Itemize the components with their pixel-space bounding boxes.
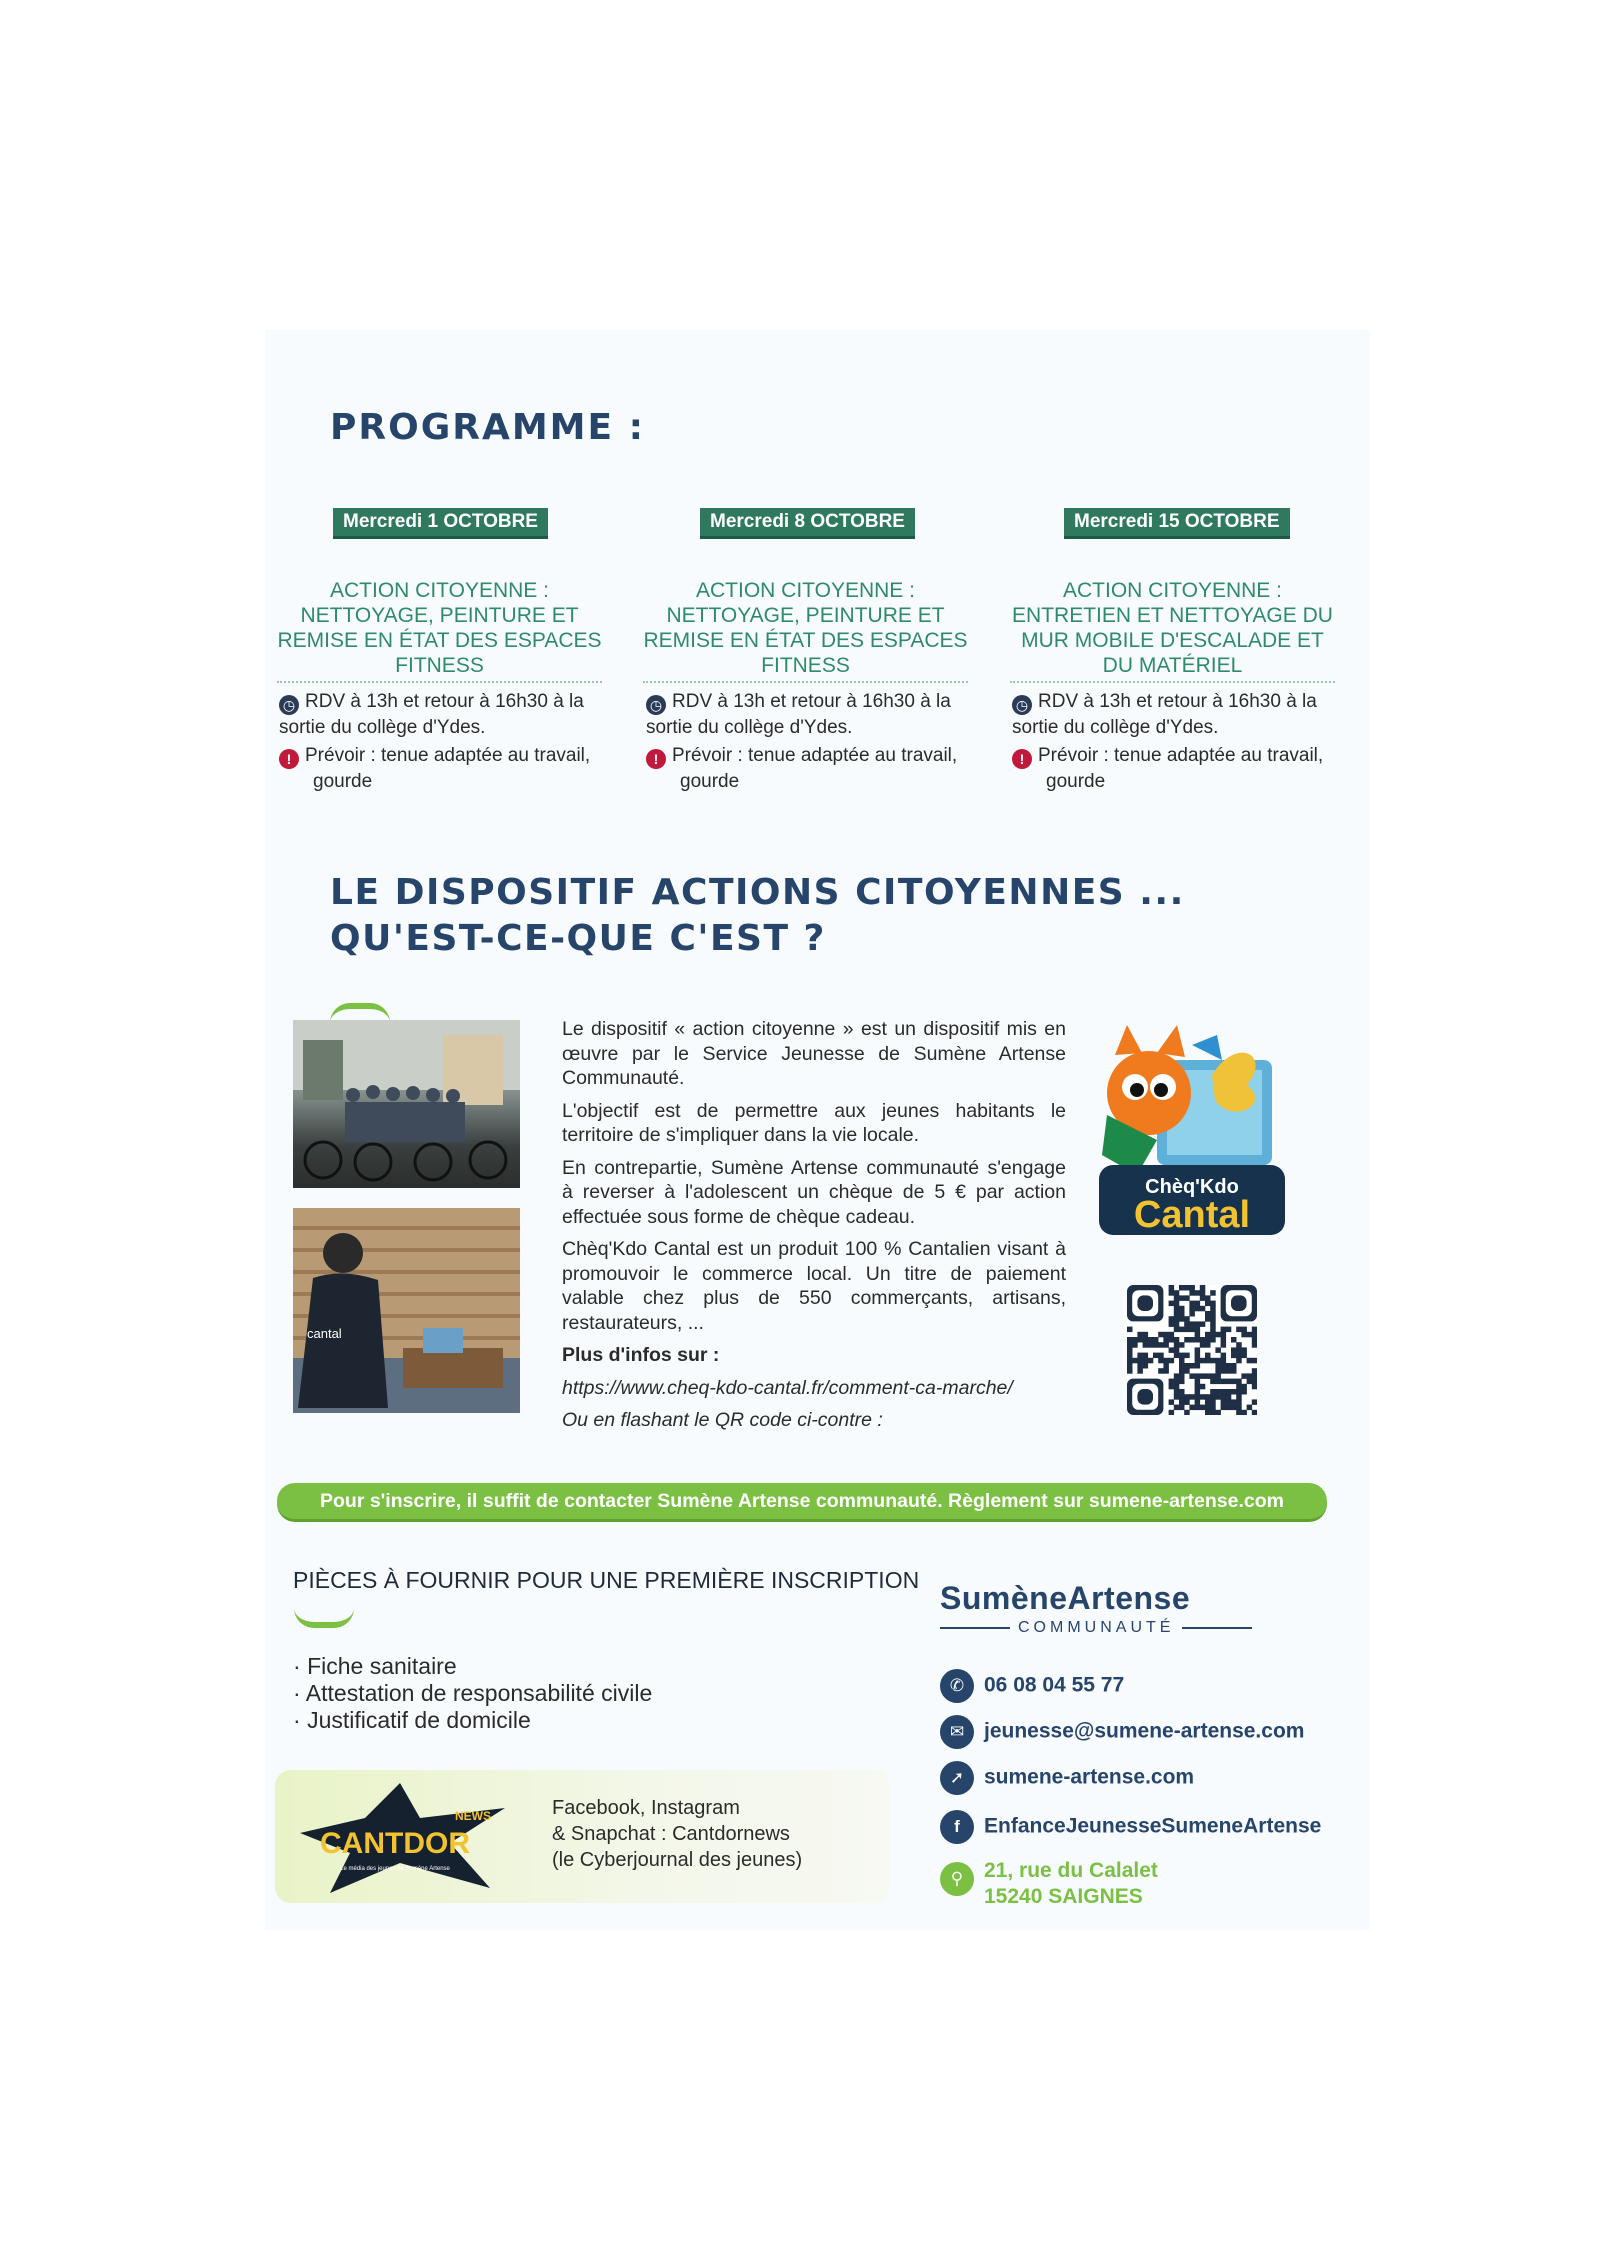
action-title-line: REMISE EN ÉTAT DES ESPACES bbox=[643, 629, 968, 652]
cantdor-line: (le Cyberjournal des jeunes) bbox=[552, 1849, 803, 1871]
divider bbox=[277, 681, 602, 683]
description-paragraph: Le dispositif « action citoyenne » est un dispositif mis en œuvre par le Service Jeunesse de Sumène Artense Communauté. bbox=[562, 1018, 1066, 1089]
description-paragraph: Chèq'Kdo Cantal est un produit 100 % Cantalien visant à promouvoir le commerce local. Un titre de paiement valable chez plus de 550 commerçants, artisans, restaurateurs, ... bbox=[562, 1238, 1066, 1334]
cantdor-logo bbox=[290, 1778, 515, 1898]
list-item: · Attestation de responsabilité civile bbox=[293, 1680, 652, 1707]
email-address: jeunesse@sumene-artense.com bbox=[984, 1719, 1305, 1743]
rdv-text: sortie du collège d'Ydes. bbox=[646, 717, 853, 738]
dispositif-title-line: LE DISPOSITIF ACTIONS CITOYENNES ... bbox=[330, 872, 1185, 913]
action-title-line: ACTION CITOYENNE : bbox=[330, 579, 549, 602]
clock-icon: ◷ bbox=[646, 695, 666, 715]
divider bbox=[1010, 681, 1335, 683]
action-title-3 bbox=[1010, 578, 1335, 678]
prevoir-text: gourde bbox=[313, 771, 373, 792]
action-info-3 bbox=[1012, 689, 1337, 794]
shirt-print: cantal bbox=[307, 1326, 342, 1341]
clock-icon: ◷ bbox=[279, 695, 299, 715]
rdv-text: RDV à 13h et retour à 16h30 à la bbox=[672, 691, 951, 712]
list-item: · Fiche sanitaire bbox=[293, 1653, 652, 1680]
dispositif-description bbox=[562, 1017, 1066, 1441]
description-paragraph: L'objectif est de permettre aux jeunes habitants le territoire de s'impliquer dans la vie locale. bbox=[562, 1099, 1066, 1146]
action-title-line: NETTOYAGE, PEINTURE ET bbox=[666, 604, 945, 627]
rdv-text: sortie du collège d'Ydes. bbox=[279, 717, 486, 738]
address-row bbox=[940, 1858, 1158, 1910]
cursor-click-icon: ➚ bbox=[940, 1761, 974, 1795]
info-url[interactable]: https://www.cheq-kdo-cantal.fr/comment-ca-marche/ bbox=[562, 1376, 1013, 1399]
documents-list bbox=[293, 1653, 652, 1734]
prevoir-text: Prévoir : tenue adaptée au travail, bbox=[672, 745, 958, 766]
action-title-line: ACTION CITOYENNE : bbox=[696, 579, 915, 602]
date-badge-2: Mercredi 8 OCTOBRE bbox=[700, 508, 915, 539]
volunteer-photo bbox=[293, 1208, 520, 1413]
cheq-logo-text: Cantal bbox=[1133, 1194, 1251, 1236]
action-title-line: REMISE EN ÉTAT DES ESPACES bbox=[277, 629, 602, 652]
cantdor-logo-text: CANTDOR bbox=[320, 1827, 470, 1860]
date-badge-3: Mercredi 15 OCTOBRE bbox=[1064, 508, 1290, 539]
registration-banner: Pour s'inscrire, il suffit de contacter Sumène Artense communauté. Règlement sur sumene-artense.com bbox=[277, 1483, 1327, 1522]
more-info-label: Plus d'infos sur : bbox=[562, 1344, 720, 1366]
brand-rule bbox=[1182, 1627, 1252, 1629]
clock-icon: ◷ bbox=[1012, 695, 1032, 715]
action-title-2 bbox=[643, 578, 968, 678]
brand-sub: COMMUNAUTÉ bbox=[1018, 1619, 1175, 1636]
qr-note: Ou en flashant le QR code ci-contre : bbox=[562, 1409, 883, 1431]
action-info-2 bbox=[646, 689, 971, 794]
phone-number: 06 08 04 55 77 bbox=[984, 1673, 1125, 1697]
address-street: 21, rue du Calalet bbox=[984, 1859, 1158, 1882]
action-title-line: FITNESS bbox=[761, 654, 850, 677]
cantdor-line: & Snapchat : Cantdornews bbox=[552, 1823, 790, 1845]
cantdor-line: Facebook, Instagram bbox=[552, 1797, 740, 1819]
facebook-page: EnfanceJeunesseSumeneArtense bbox=[984, 1814, 1322, 1838]
cantdor-logo-tagline: Le média des jeunes de Sumène Artense bbox=[340, 1866, 450, 1872]
prevoir-text: Prévoir : tenue adaptée au travail, bbox=[305, 745, 591, 766]
action-title-line: ACTION CITOYENNE : bbox=[1063, 579, 1282, 602]
qr-code[interactable] bbox=[1127, 1285, 1257, 1415]
group-photo bbox=[293, 1020, 520, 1188]
location-pin-icon: ⚲ bbox=[940, 1862, 974, 1896]
action-title-line: NETTOYAGE, PEINTURE ET bbox=[300, 604, 579, 627]
action-title-line: DU MATÉRIEL bbox=[1102, 654, 1243, 677]
alert-icon: ! bbox=[279, 749, 299, 769]
facebook-icon: f bbox=[940, 1810, 974, 1844]
rdv-text: sortie du collège d'Ydes. bbox=[1012, 717, 1219, 738]
phone-icon: ✆ bbox=[940, 1669, 974, 1703]
action-info-1 bbox=[279, 689, 604, 794]
prevoir-text: gourde bbox=[680, 771, 740, 792]
date-badge-1: Mercredi 1 OCTOBRE bbox=[333, 508, 548, 539]
rdv-text: RDV à 13h et retour à 16h30 à la bbox=[305, 691, 584, 712]
email-row[interactable] bbox=[940, 1715, 1304, 1749]
list-item: · Justificatif de domicile bbox=[293, 1707, 652, 1734]
programme-title: PROGRAMME : bbox=[330, 407, 646, 448]
website-link: sumene-artense.com bbox=[984, 1765, 1195, 1789]
mail-icon: ✉ bbox=[940, 1715, 974, 1749]
cheq-logo-text: Chèq'Kdo bbox=[1145, 1176, 1239, 1198]
alert-icon: ! bbox=[646, 749, 666, 769]
alert-icon: ! bbox=[1012, 749, 1032, 769]
cheq-kdo-cantal-logo bbox=[1097, 1015, 1287, 1241]
action-title-line: ENTRETIEN ET NETTOYAGE DU bbox=[1012, 604, 1333, 627]
prevoir-text: gourde bbox=[1046, 771, 1106, 792]
prevoir-text: Prévoir : tenue adaptée au travail, bbox=[1038, 745, 1324, 766]
dispositif-title bbox=[330, 870, 1185, 962]
action-title-1 bbox=[277, 578, 602, 678]
phone-row[interactable] bbox=[940, 1669, 1124, 1703]
cantdor-logo-news: NEWS bbox=[455, 1809, 491, 1823]
address-city: 15240 SAIGNES bbox=[984, 1885, 1143, 1908]
sumene-artense-logo bbox=[940, 1580, 1240, 1640]
brand-rule bbox=[940, 1627, 1010, 1629]
website-row[interactable] bbox=[940, 1761, 1194, 1795]
action-title-line: MUR MOBILE D'ESCALADE ET bbox=[1021, 629, 1324, 652]
action-title-line: FITNESS bbox=[395, 654, 484, 677]
rdv-text: RDV à 13h et retour à 16h30 à la bbox=[1038, 691, 1317, 712]
brand-name: SumèneArtense bbox=[940, 1580, 1191, 1616]
cantdor-text bbox=[552, 1795, 802, 1873]
description-paragraph: En contrepartie, Sumène Artense communauté s'engage à reverser à l'adolescent un chèque de 5 € par action effectuée sous forme de chèque cadeau. bbox=[562, 1156, 1066, 1228]
facebook-row[interactable] bbox=[940, 1810, 1321, 1844]
divider bbox=[643, 681, 968, 683]
documents-title: PIÈCES À FOURNIR POUR UNE PREMIÈRE INSCRIPTION bbox=[293, 1567, 920, 1593]
dispositif-title-line: QU'EST-CE-QUE C'EST ? bbox=[330, 918, 826, 959]
